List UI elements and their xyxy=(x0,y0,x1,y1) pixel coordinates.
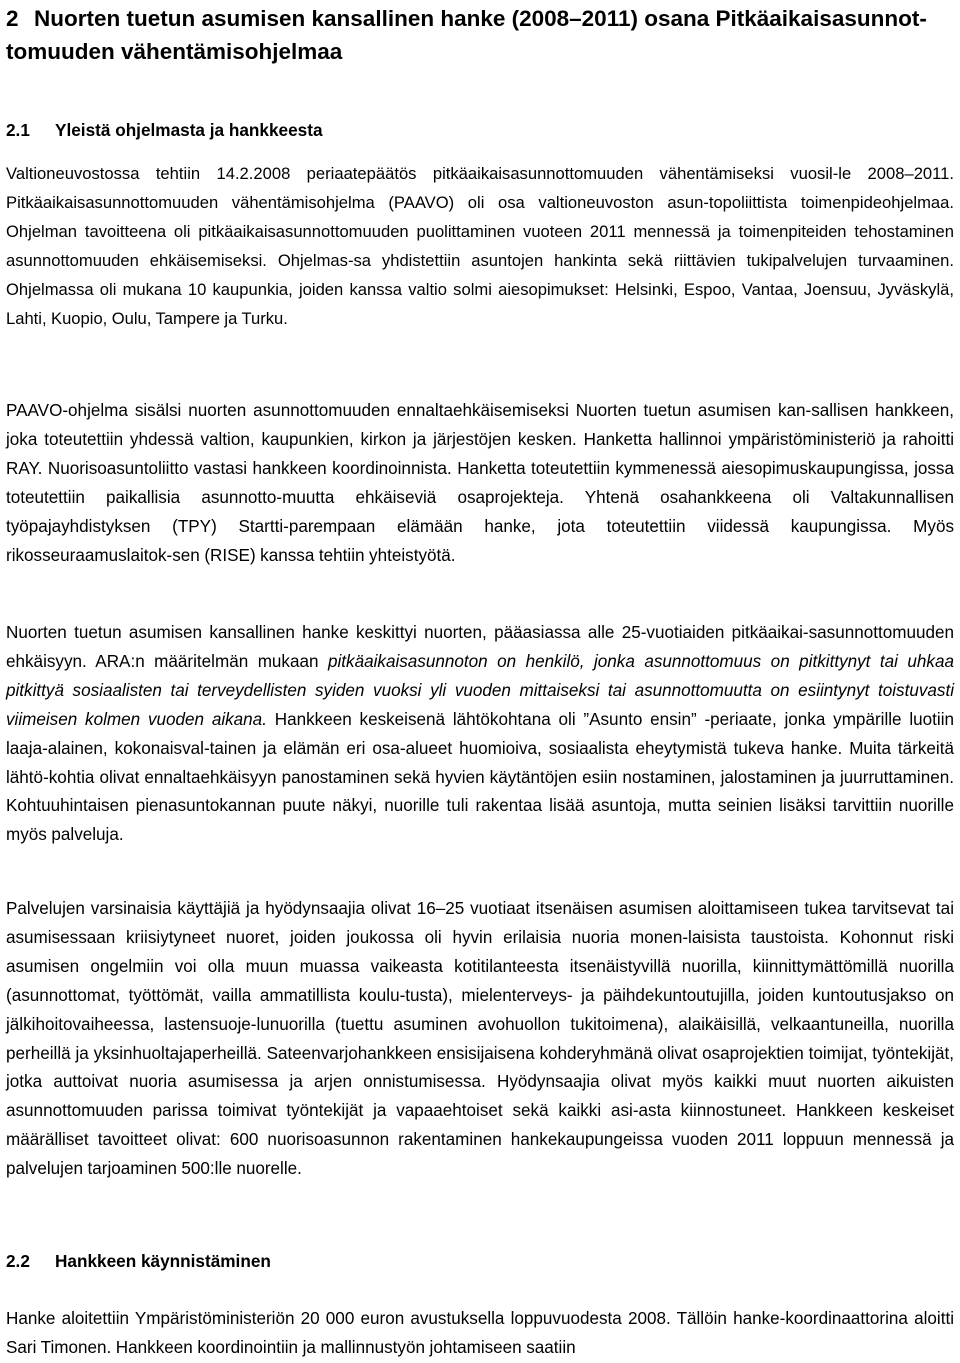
section-title: Yleistä ohjelmasta ja hankkeesta xyxy=(55,120,323,140)
chapter-title-line-2: tomuuden vähentämisohjelmaa xyxy=(6,39,343,64)
paragraph-1-part-a: Valtioneuvostossa tehtiin 14.2.2008 periaatepäätös pitkäaikaisasunnottomuuden vähentämiseksi vuosil-le 2008–2011. xyxy=(6,164,954,183)
paragraph-1 xyxy=(6,160,954,333)
paragraph-1-part-b: Pitkäaikaisasunnottomuuden vähentämisohjelma (PAAVO) oli osa valtioneuvoston asun-topoliittista toimenpideohjelmaa. xyxy=(6,192,954,212)
definition-quote: pitkäaikaisasunnoton on henkilö, jonka asunnottomuus on pitkittynyt tai uhkaa pitkittyä sosiaalisten tai terveydellisten syiden vuoksi yli vuoden mittaiseksi tai asunnottomuutta on esiintynyt toistuvasti viimeisen kolmen vuoden aikana. xyxy=(6,651,954,729)
paragraph-3-part-b: Hankkeen keskeisenä lähtökohtana oli ”Asunto ensin” -periaate, jonka ympärille luotiin laaja-alainen, kokonaisval-tainen ja elämän eri osa-alueet huomioiva, sosiaalista eheytymistä tukeva hanke. Muita tärkeitä lähtö-kohtia olivat ennaltaehkäisyyn panostaminen sekä hyvien käytäntöjen esiin nostaminen, jalostaminen ja juurruttaminen. Kohtuuhintaisen pienasuntokannan puute näkyi, nuorille tuli rakentaa lisää asuntoja, mutta seinien lisäksi tarvittiin nuorille myös palveluja. xyxy=(6,709,954,845)
paragraph-5: Hanke aloitettiin Ympäristöministeriön 20 000 euron avustuksella loppuvuodesta 2008. Tällöin hanke-koordinaattorina aloitti Sari Timonen. Hankkeen koordinointiin ja mallinnustyön johtamiseen saatiin xyxy=(6,1309,954,1357)
section-heading-2-2 xyxy=(6,1250,271,1272)
chapter-heading-line-1 xyxy=(6,2,954,35)
section-heading-2-1 xyxy=(6,119,323,141)
paragraph-3-part-a: Nuorten tuetun asumisen kansallinen hanke keskittyi nuorten, pääasiassa alle 25-vuotiaiden pitkäaikai-sasunnottomuuden ehkäisyyn. ARA:n määritelmän mukaan xyxy=(6,623,954,671)
chapter-title-line-1: Nuorten tuetun asumisen kansallinen hanke (2008–2011) osana Pitkäaikaisasunnot- xyxy=(34,6,927,31)
chapter-heading-line-2 xyxy=(6,35,954,68)
paragraph-1-part-c: Ohjelman tavoitteena oli pitkäaikaisasunnottomuuden puolittaminen vuoteen 2011 mennessä ja toimenpiteiden tehostaminen asunnottomuuden ehkäisemiseksi. Ohjelmas-sa yhdistettiin asuntojen hankinta sekä riittävien tukipalvelujen turvaaminen. Ohjelmassa oli mukana 10 kaupunkia, joiden kanssa valtio solmi aiesopimukset: Helsinki, Espoo, Vantaa, Joensuu, Jyväskylä, Lahti, Kuopio, Oulu, Tampere ja Turku. xyxy=(6,221,954,328)
section-number: 2.2 xyxy=(6,1251,30,1271)
paragraph-3 xyxy=(6,619,954,850)
chapter-heading xyxy=(6,2,954,68)
paragraph-2: PAAVO-ohjelma sisälsi nuorten asunnottomuuden ennaltaehkäisemiseksi Nuorten tuetun asumisen kan-sallisen hankkeen, joka toteutettiin yhdessä valtion, kaupunkien, kirkon ja järjestöjen kesken. Hanketta hallinnoi ympäristöministeriö ja rahoitti RAY. Nuorisoasuntoliitto vastasi hankkeen koordinoinnista. Hanketta toteutettiin kymmenessä aiesopimuskaupungissa, jossa toteutettiin paikallisia asunnotto-muutta ehkäiseviä osaprojekteja. Yhtenä osahankkeena oli Valtakunnallisen työpajayhdistyksen (TPY) Startti-parempaan elämään hanke, jota toteutettiin viidessä kaupungissa. Myös rikosseuraamuslaitok-sen (RISE) kanssa tehtiin yhteistyötä. xyxy=(6,401,954,565)
chapter-number: 2 xyxy=(6,6,19,31)
section-number: 2.1 xyxy=(6,120,30,140)
paragraph-4: Palvelujen varsinaisia käyttäjiä ja hyödynsaajia olivat 16–25 vuotiaat itsenäisen asumisen aloittamiseen tukea tarvitsevat tai asumisessaan kriisiytyneet nuoret, joiden joukossa oli hyvin erilaisia nuoria monen-laisista taustoista. Kohonnut riski asumisen ongelmiin voi olla muun muassa vaikeasta kotitilanteesta itsenäistyvillä nuorilla, kiinnittymättömillä nuorilla (asunnottomat, työttömät, vailla ammatillista koulu-tusta), mielenterveys- ja päihdekuntoutujilla, joiden kuntoutusjakso on jälkihoitovaiheessa, lastensuoje-lunuorilla (tuettu asuminen avohuollon tukitoimena), alaikäisillä, velkaantuneilla, nuorilla perheillä ja yksinhuoltajaperheillä. Sateenvarjohankkeen ensisijaisena kohderyhmänä olivat osaprojektien toimijat, työntekijät, jotka auttoivat nuoria asumisessa ja arjen onnistumisessa. Hyödynsaajia olivat myös kaikki muut nuorten aikuisten asunnottomuuden parissa toimivat työntekijät ja vapaaehtoiset sekä kaikki asi-asta kiinnostuneet. Hankkeen keskeiset määrälliset tavoitteet olivat: 600 nuorisoasunnon rakentaminen hankekaupungeissa vuoden 2011 loppuun mennessä ja palvelujen tarjoaminen 500:lle nuorelle. xyxy=(6,899,954,1179)
section-title: Hankkeen käynnistäminen xyxy=(55,1251,271,1271)
